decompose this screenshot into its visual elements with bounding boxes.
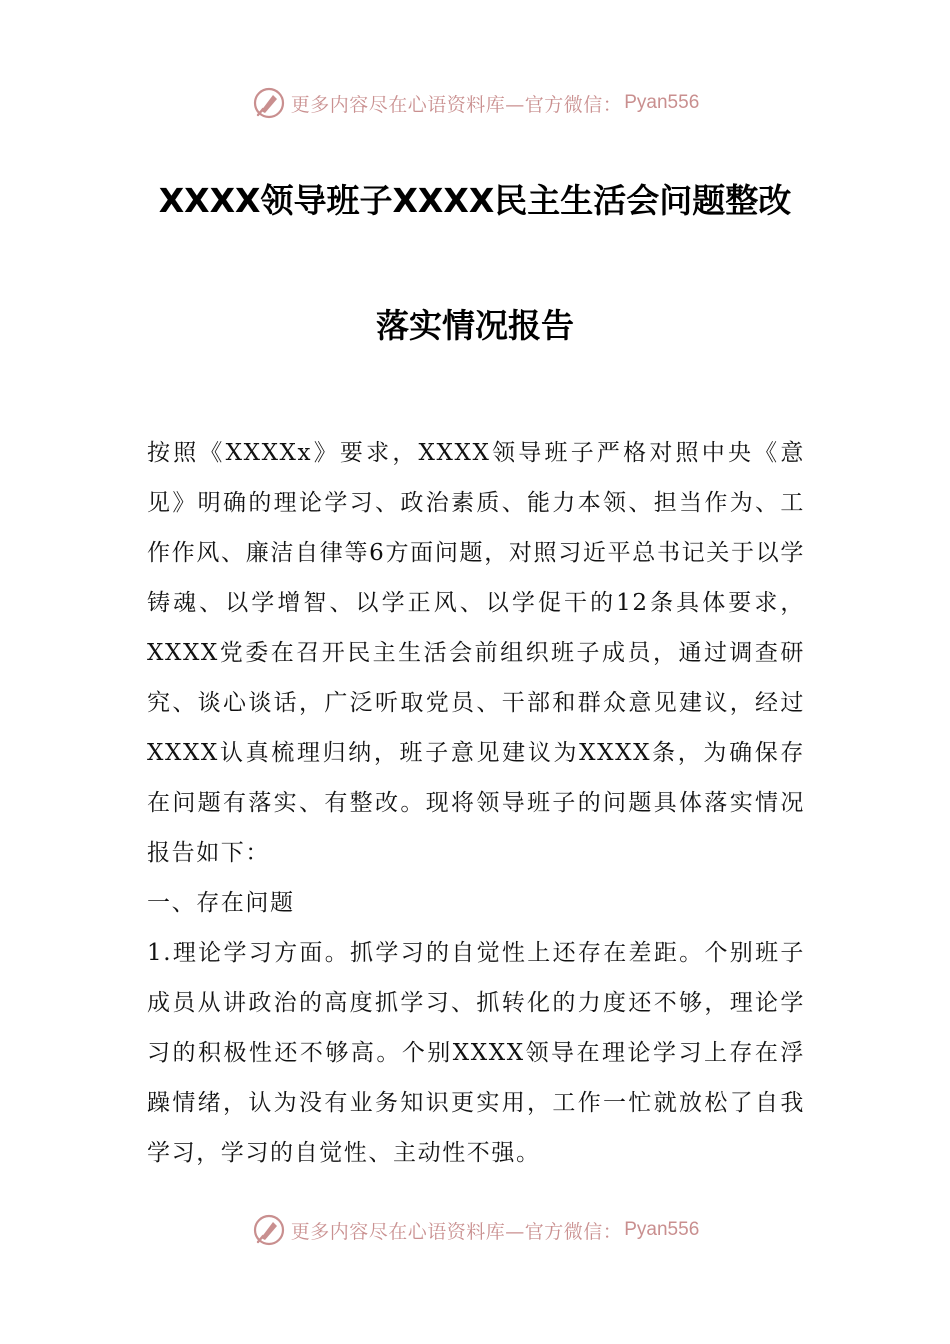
watermark-wechat-id: Pyan556 xyxy=(624,92,700,113)
intro-paragraph: 按照《XXXXx》要求，XXXX领导班子严格对照中央《意见》明确的理论学习、政治素质、能力本领、担当作为、工作作风、廉洁自律等6方面问题，对照习近平总书记关于以学铸魂、以学增智、以学正风、以学促干的12条具体要求，XXXX党委在召开民主生活会前组织班子成员，通过调查研究、谈心谈话，广泛听取党员、干部和群众意见建议，经过XXXX认真梳理归纳，班子意见建议为XXXX条，为确保存在问题有落实、有整改。现将领导班子的问题具体落实情况报告如下： xyxy=(147,440,805,866)
item-paragraph-theory-study: 1.理论学习方面。抓学习的自觉性上还存在差距。个别班子成员从讲政治的高度抓学习、抓转化的力度还不够，理论学习的积极性还不够高。个别XXXX领导在理论学习上存在浮躁情绪，认为没有业务知识更实用，工作一忙就放松了自我学习，学习的自觉性、主动性不强。 xyxy=(147,940,805,1166)
pen-nib-logo-icon xyxy=(251,85,287,121)
document-title-line-2: 落实情况报告 xyxy=(376,306,574,345)
pen-nib-logo-icon xyxy=(251,1212,287,1248)
watermark-header xyxy=(0,83,950,123)
watermark-text: 更多内容尽在心语资料库—官方微信： xyxy=(290,93,623,116)
document-body xyxy=(147,428,805,1178)
document-title-line-1: XXXX领导班子XXXX民主生活会问题整改 xyxy=(158,181,792,220)
watermark-wechat-id: Pyan556 xyxy=(624,1219,700,1240)
watermark-text: 更多内容尽在心语资料库—官方微信： xyxy=(290,1220,623,1243)
section-heading-problems: 一、存在问题 xyxy=(147,890,295,916)
watermark-footer xyxy=(0,1210,950,1250)
